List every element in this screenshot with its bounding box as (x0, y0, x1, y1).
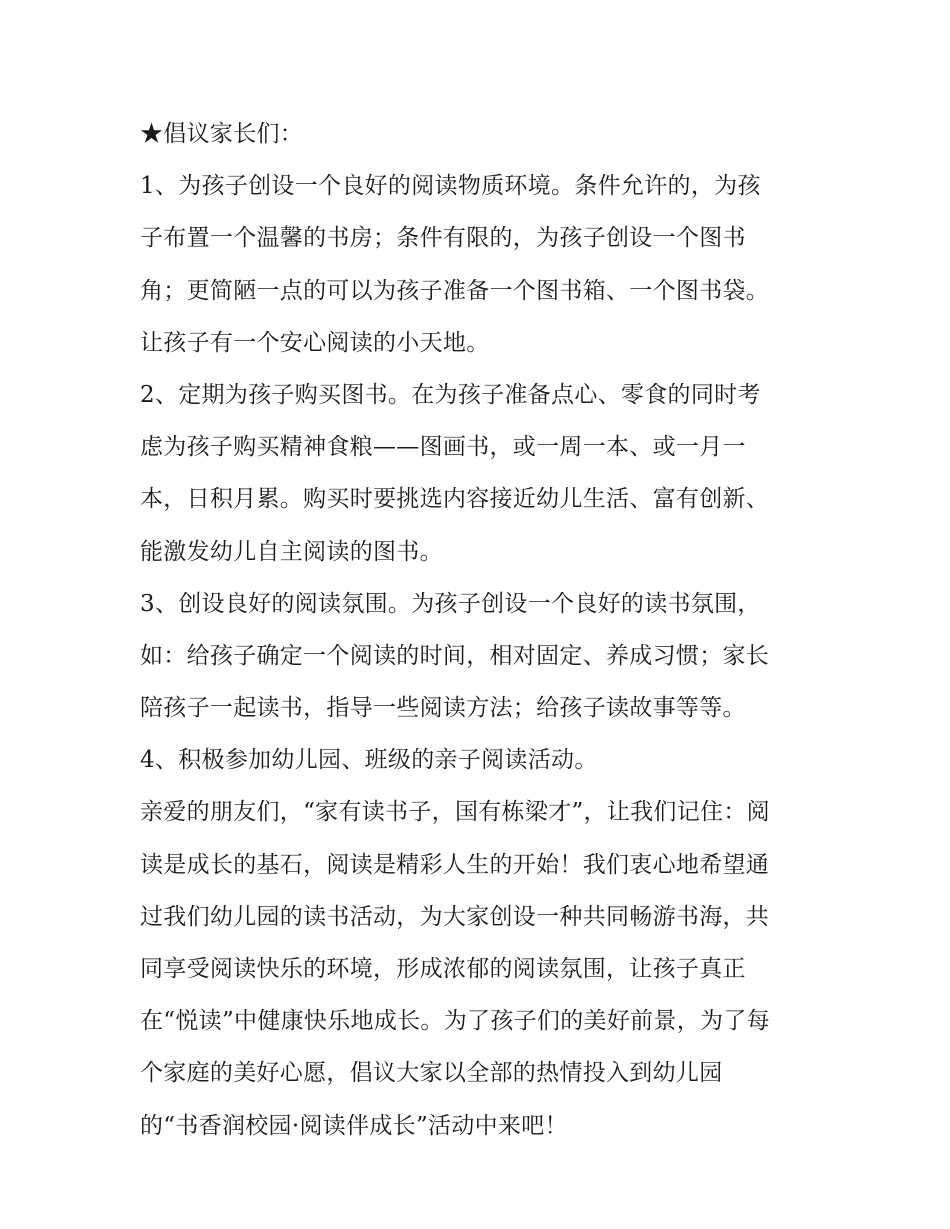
text-line: 读是成长的基石，阅读是精彩人生的开始！我们衷心地希望通 (140, 851, 770, 878)
text-line: 同享受阅读快乐的环境，形成浓郁的阅读氛围，让孩子真正 (140, 956, 746, 982)
text-line: 子布置一个温馨的书房；条件有限的，为孩子创设一个图书 (140, 225, 746, 252)
text-line: 在“悦读”中健康快乐地成长。为了孩子们的美好前景，为了每 (140, 1008, 770, 1035)
text-line: 2、定期为孩子购买图书。在为孩子准备点心、零食的同时考 (140, 381, 761, 408)
text-line: 过我们幼儿园的读书活动，为大家创设一种共同畅游书海，共 (140, 903, 770, 930)
text-line-heading: ★倡议家长们： (140, 121, 304, 147)
text-line: 的“书香润校园·阅读伴成长”活动中来吧！ (140, 1112, 568, 1139)
text-line: 角；更简陋一点的可以为孩子准备一个图书箱、一个图书袋。 (140, 277, 770, 304)
text-line: 陪孩子一起读书，指导一些阅读方法；给孩子读故事等等。 (140, 695, 746, 722)
text-line: 让孩子有一个安心阅读的小天地。 (140, 329, 490, 356)
text-line: 1、为孩子创设一个良好的阅读物质环境。条件允许的，为孩 (140, 173, 761, 200)
document-body (140, 108, 820, 1152)
text-line: 亲爱的朋友们，“家有读书子，国有栋梁才”，让我们记住：阅 (140, 799, 770, 826)
text-line: 4、积极参加幼儿园、班级的亲子阅读活动。 (140, 747, 598, 774)
text-line: 虑为孩子购买精神食粮——图画书，或一周一本、或一月一 (140, 434, 746, 461)
text-line: 能激发幼儿自主阅读的图书。 (140, 538, 443, 565)
text-line: 个家庭的美好心愿，倡议大家以全部的热情投入到幼儿园 (140, 1060, 723, 1087)
text-line: 3、创设良好的阅读氛围。为孩子创设一个良好的读书氛围， (140, 590, 761, 617)
text-line: 如：给孩子确定一个阅读的时间，相对固定、养成习惯；家长 (140, 642, 770, 669)
text-line: 本，日积月累。购买时要挑选内容接近幼儿生活、富有创新、 (140, 486, 770, 513)
